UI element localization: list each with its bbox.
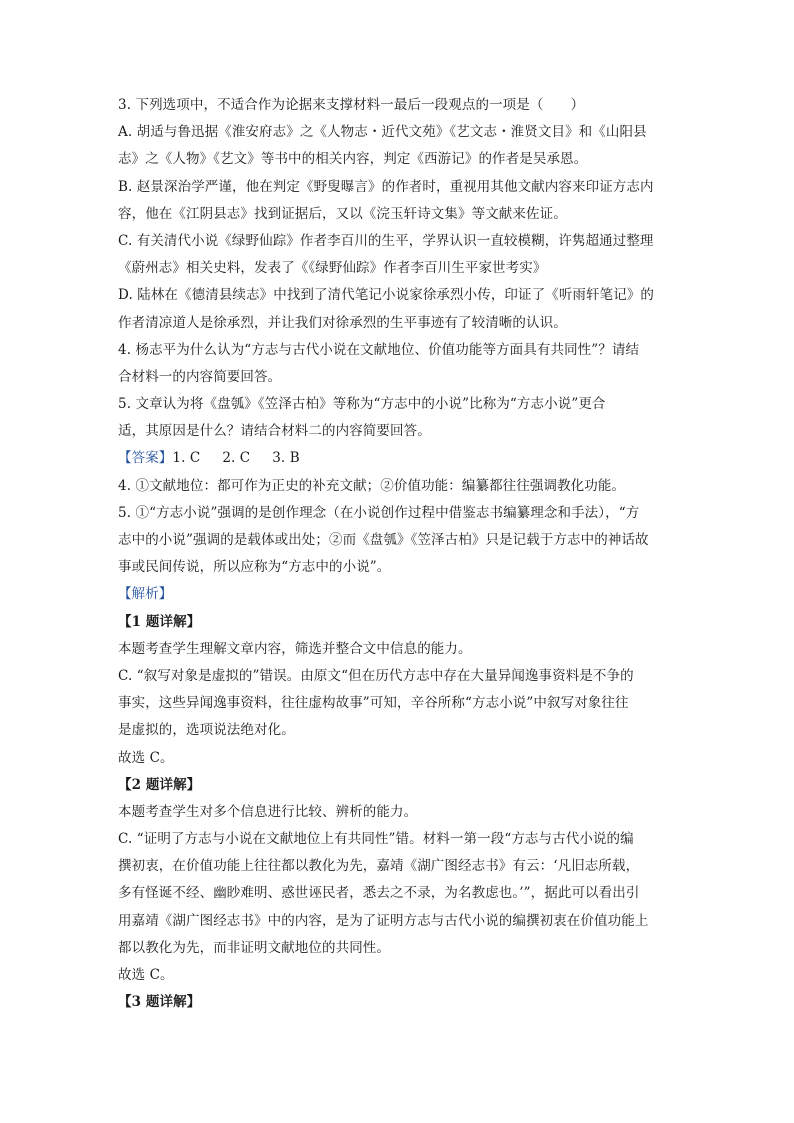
option-c-line-1: C. 有关清代小说《绿野仙踪》作者李百川的生平，学界认识一直较模糊，许隽超通过整理 xyxy=(118,232,654,249)
q2-line-5: 用嘉靖《湖广图经志书》中的内容，是为了证明方志与古代小说的编撰初衷在价值功能上 xyxy=(118,912,649,929)
q1-detail-heading: 【1 题详解】 xyxy=(118,613,201,630)
option-a-line-1: A. 胡适与鲁迅据《淮安府志》之《人物志・近代文苑》《艺文志・淮贤文目》和《山阳县 xyxy=(118,124,647,141)
q2-line-4: 多有怪诞不经、幽眇难明、惑世诬民者，悉去之不录，为名教虑也。’”，据此可以看出引 xyxy=(118,885,640,902)
option-d-line-1: D. 陆林在《德清县续志》中找到了清代笔记小说家徐承烈小传，印证了《听雨轩笔记》的 xyxy=(118,287,655,304)
question-5-line-2: 适，其原因是什么？请结合材料二的内容简要回答。 xyxy=(118,423,431,440)
answer-5-line-3: 事或民间传说，所以应称为“方志中的小说”。 xyxy=(118,559,391,576)
question-5-line-1: 5. 文章认为将《盘瓠》《笠泽古柏》等称为“方志中的小说”比称为“方志小说”更合 xyxy=(118,396,606,413)
q2-line-3: 撰初衷，在价值功能上往往都以教化为先，嘉靖《湖广图经志书》有云：‘凡旧志所载， xyxy=(118,858,640,875)
answer-item-3: 3. B xyxy=(272,450,300,467)
q1-line-3: 事实，这些异闻逸事资料，往往虚构故事”可知，辛谷所称“方志小说”中叙写对象往往 xyxy=(118,695,629,712)
q1-line-4: 是虚拟的，选项说法绝对化。 xyxy=(118,722,295,739)
answer-4: 4. ①文献地位：都可作为正史的补充文献；②价值功能：编纂都往往强调教化功能。 xyxy=(118,477,626,494)
option-b-line-1: B. 赵景深治学严谨，他在判定《野叟曝言》的作者时，重视用其他文献内容来印证方志内 xyxy=(118,178,654,195)
question-4-line-2: 合材料一的内容简要回答。 xyxy=(118,368,282,385)
question-4-line-1: 4. 杨志平为什么认为“方志与古代小说在文献地位、价值功能等方面具有共同性”？请结 xyxy=(118,341,640,358)
answer-item-2: 2. C xyxy=(222,450,251,467)
q1-line-1: 本题考查学生理解文章内容，筛选并整合文中信息的能力。 xyxy=(118,640,472,657)
q1-line-5: 故选 C。 xyxy=(118,749,174,766)
question-3-stem: 3. 下列选项中，不适合作为论据来支撑材料一最后一段观点的一项是（ ） xyxy=(118,97,585,113)
answer-row xyxy=(118,445,678,472)
analysis-label: 【解析】 xyxy=(118,586,173,603)
answer-item-1: 1. C xyxy=(172,450,201,467)
q2-line-1: 本题考查学生对多个信息进行比较、辨析的能力。 xyxy=(118,803,418,820)
q1-line-2: C. “叙写对象是虚拟的”错误。由原文“但在历代方志中存在大量异闻逸事资料是不争的 xyxy=(118,667,634,684)
q2-line-2: C. “证明了方志与小说在文献地位上有共同性”错。材料一第一段“方志与古代小说的编 xyxy=(118,831,634,848)
q2-line-6: 都以教化为先，而非证明文献地位的共同性。 xyxy=(118,939,390,956)
option-c-line-2: 《蔚州志》相关史料，发表了《《绿野仙踪》作者李百川生平家世考实》 xyxy=(118,260,547,277)
answer-label: 【答案】 xyxy=(118,450,173,467)
q3-detail-heading: 【3 题详解】 xyxy=(118,994,201,1011)
option-d-line-2: 作者清凉道人是徐承烈，并让我们对徐承烈的生平事迹有了较清晰的认识。 xyxy=(118,314,567,331)
document-page xyxy=(118,92,678,1016)
answer-5-line-1: 5. ①“方志小说”强调的是创作理念（在小说创作过程中借鉴志书编纂理念和手法），“方 xyxy=(118,504,640,521)
q2-detail-heading: 【2 题详解】 xyxy=(118,776,201,793)
option-a-line-2: 志》之《人物》《艺文》等书中的相关内容，判定《西游记》的作者是吴承恩。 xyxy=(118,151,588,168)
option-b-line-2: 容，他在《江阴县志》找到证据后，又以《浣玉轩诗文集》等文献来佐证。 xyxy=(118,205,567,222)
q2-line-7: 故选 C。 xyxy=(118,967,174,983)
answer-5-line-2: 志中的小说”强调的是载体或出处；②而《盘瓠》《笠泽古柏》只是记载于方志中的神话故 xyxy=(118,532,649,548)
